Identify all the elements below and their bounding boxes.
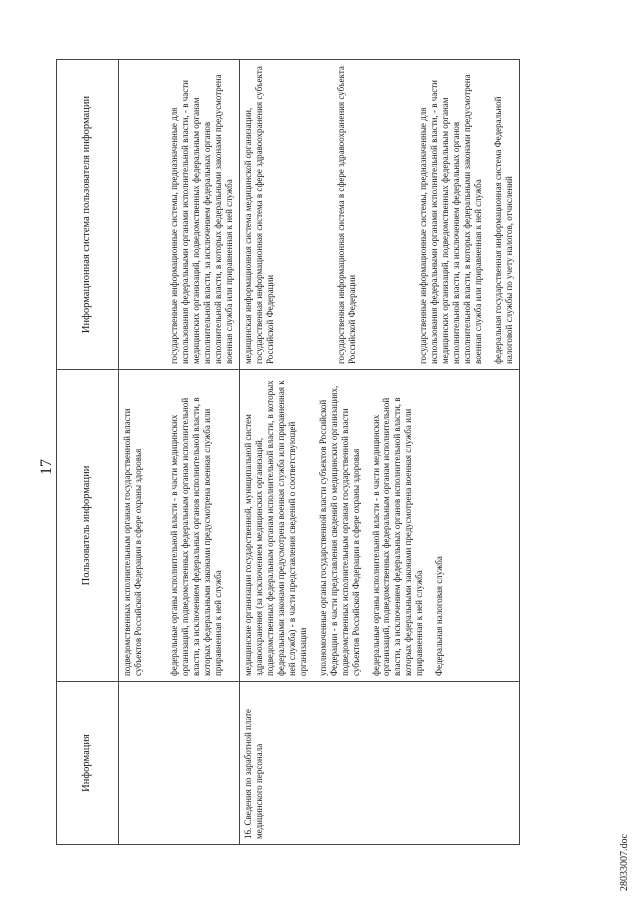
- information-text: 16. Сведения по заработной плате медицинского персонала: [242, 708, 264, 839]
- cell-system: [119, 60, 240, 370]
- header-user: Пользователь информации: [57, 370, 119, 682]
- header-system: Информационная система пользователя информации: [57, 60, 119, 370]
- cell-user: [239, 370, 519, 682]
- data-table: [56, 59, 520, 845]
- page-number: 17: [38, 459, 55, 475]
- cell-user: [119, 370, 240, 682]
- document-id: 28033007.doc: [619, 834, 630, 891]
- table-header-row: [57, 60, 119, 845]
- user-paragraph: федеральные органы исполнительной власти - в части медицинских организаций, подведомственных федеральным органам исполнительной власти, за исключением федеральных органов исполнительной власти, в которых федеральными законами предусмотрена военная служба или приравненная к ней служба: [169, 397, 223, 676]
- cell-information: [119, 682, 240, 845]
- user-paragraph: Федеральная налоговая служба: [434, 556, 445, 676]
- system-paragraph: медицинская информационная система медицинской организации, государственная информационная система в сфере здравоохранения субъекта Российской Федерации: [242, 66, 275, 364]
- user-paragraph: подведомственных исполнительным органам государственной власти субъектов Российской Федерации в сфере охраны здоровья: [122, 408, 143, 676]
- user-paragraph: медицинские организации государственной, муниципальной систем здравоохранения (за исключением медицинских организаций, подведомственных федеральным органам исполнительной власти, в которых федеральными законами предусмотрена военная служба или приравненная к ней служба) - в части представления сведений о соответствующей организации: [242, 380, 308, 676]
- system-paragraph: федеральная государственная информационная система Федеральной налоговой службы по учету налогов, отчислений: [492, 96, 514, 364]
- system-paragraph: государственная информационная система в сфере здравоохранения субъекта Российской Федерации: [335, 66, 357, 364]
- table-row: [119, 60, 240, 845]
- system-paragraph: [122, 65, 160, 364]
- cell-information: [239, 682, 519, 845]
- system-paragraph: государственные информационные системы, предназначенные для использования федеральными органами исполнительной власти, - в части медицинских организаций, подведомственных федеральным органам исполнительной власти, за исключением федеральных органов исполнительной власти, в которых федеральными законами предусмотрена военная служба или приравненная к ней служба: [169, 74, 234, 364]
- system-paragraph: государственные информационные системы, предназначенные для использования федеральными органами исполнительной власти, - в части медицинских организаций, подведомственных федеральным органам исполнительной власти, за исключением федеральных органов исполнительной власти, в которых федеральными законами предусмотрена военная служба или приравненная к ней служба: [417, 74, 483, 364]
- user-paragraph: федеральные органы исполнительной власти - в части медицинских организаций, подведомственных федеральным органам исполнительной власти, за исключением федеральных органов исполнительной власти, в которых федеральными законами предусмотрена военная служба или приравненная к ней служба: [370, 397, 425, 676]
- user-paragraph: уполномоченные органы государственной власти субъектов Российской Федерации - в части представления сведений о медицинских организациях, подведомственных исполнительным органам государственной власти субъектов Российской Федерации в сфере охраны здоровья: [317, 385, 361, 676]
- header-information: Информация: [57, 682, 119, 845]
- cell-system: [239, 60, 519, 370]
- table-row: [239, 60, 519, 845]
